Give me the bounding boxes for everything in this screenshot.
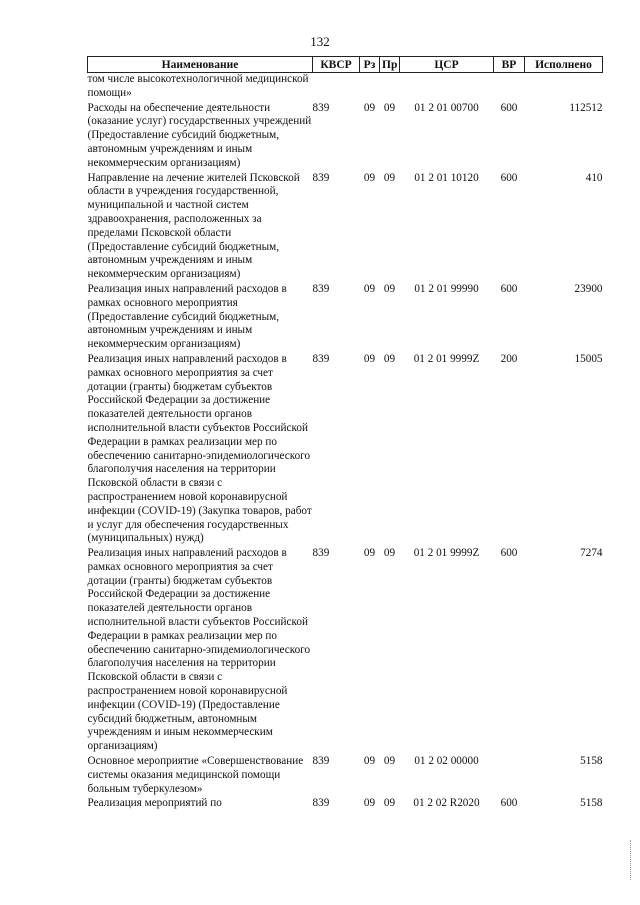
page-number: 132 (310, 34, 330, 49)
table-row (88, 353, 603, 547)
row-kvsr: 839 (312, 101, 330, 114)
row-vr: 600 (500, 282, 518, 295)
row-pr: 09 (383, 171, 396, 184)
header-pr: Пр (380, 57, 400, 73)
row-rz: 09 (363, 797, 376, 810)
row-amount (525, 73, 603, 102)
row-kvsr: 839 (312, 282, 330, 295)
row-pr: 09 (383, 797, 396, 810)
row-amount: 23900 (574, 282, 603, 295)
row-csr: 01 2 01 9999Z (413, 547, 480, 560)
row-vr: 600 (500, 797, 518, 810)
table-row (88, 172, 603, 283)
row-name: Основное мероприятие «Совершенствование системы оказания медицинской помощи больным туберкулезом» (87, 755, 304, 795)
row-rz: 09 (363, 352, 376, 365)
row-csr: 01 2 01 10120 (414, 171, 479, 184)
row-vr: 200 (500, 352, 518, 365)
table-row (88, 283, 603, 353)
row-csr (400, 73, 494, 102)
row-name: Расходы на обеспечение деятельности (оказание услуг) государственных учреждений (Предоставление субсидий бюджетным, автономным учреждениям и иным некоммерческим организациям) (87, 101, 312, 169)
row-kvsr: 839 (312, 171, 330, 184)
row-vr (494, 755, 525, 797)
row-pr: 09 (383, 352, 396, 365)
row-rz (360, 73, 380, 102)
row-amount: 5158 (580, 755, 603, 768)
row-kvsr: 839 (312, 352, 330, 365)
header-csr: ЦСР (400, 57, 494, 73)
row-csr: 01 2 02 00000 (414, 755, 479, 768)
scan-edge-mark (630, 840, 634, 880)
row-name: Направление на лечение жителей Псковской области в учреждения государственной, муниципальной и частной систем здравоохранения, расположенных за пределами Псковской области (Предоставление субсидий бюджетным, автономным учреждениям и иным некоммерческим организациям) (87, 171, 300, 281)
header-name: Наименование (88, 57, 313, 73)
budget-table (87, 56, 603, 812)
row-kvsr: 839 (312, 797, 330, 810)
row-amount: 7274 (580, 547, 603, 560)
row-pr: 09 (383, 101, 396, 114)
row-rz: 09 (363, 282, 376, 295)
row-vr: 600 (500, 547, 518, 560)
row-name: Реализация мероприятий по (87, 797, 222, 810)
table-row (88, 102, 603, 172)
row-pr: 09 (383, 755, 396, 768)
row-kvsr: 839 (312, 547, 330, 560)
table-header-row (88, 57, 603, 73)
row-csr: 01 2 01 00700 (414, 101, 479, 114)
row-name: Реализация иных направлений расходов в рамках основного мероприятия (Предоставление субсидий бюджетным, автономным учреждениям и иным некоммерческим организациям) (87, 282, 287, 351)
table-row (88, 797, 603, 812)
row-rz: 09 (363, 547, 376, 560)
row-amount: 112512 (569, 101, 603, 114)
row-pr: 09 (383, 282, 396, 295)
row-pr: 09 (383, 547, 396, 560)
header-rz: Рз (360, 57, 380, 73)
row-rz: 09 (363, 101, 376, 114)
row-csr: 01 2 01 99990 (414, 282, 479, 295)
row-rz: 09 (363, 171, 376, 184)
table-row (88, 73, 603, 102)
header-amount: Исполнено (525, 57, 603, 73)
table-row (88, 755, 603, 797)
row-kvsr (313, 73, 360, 102)
row-name: Реализация иных направлений расходов в рамках основного мероприятия за счет дотации (гранты) бюджетам субъектов Российской Федерации за достижение показателей деятельности органов исполнительной власти субъектов Российской Федерации в рамках реализации мер по обеспечению санитарно-эпидемиологического благополучия населения на территории Псковской области в связи с распространением новой коронавирусной инфекции (COVID-19) (Закупка товаров, работ и услуг для обеспечения государственных (муниципальных) нужд) (87, 352, 312, 545)
row-amount: 410 (585, 171, 603, 184)
row-name: том числе высокотехнологичной медицинской помощи» (87, 73, 309, 99)
row-pr (380, 73, 400, 102)
row-csr: 01 2 02 R2020 (413, 797, 480, 810)
row-vr: 600 (500, 171, 518, 184)
row-kvsr: 839 (312, 755, 330, 768)
row-csr: 01 2 01 9999Z (413, 352, 480, 365)
row-rz: 09 (363, 755, 376, 768)
row-vr (494, 73, 525, 102)
table-row (88, 547, 603, 755)
row-amount: 5158 (580, 797, 603, 810)
row-vr: 600 (500, 101, 518, 114)
row-name: Реализация иных направлений расходов в рамках основного мероприятия за счет дотации (гранты) бюджетам субъектов Российской Федерации за достижение показателей деятельности органов исполнительной власти субъектов Российской Федерации в рамках реализации мер по обеспечению санитарно-эпидемиологического благополучия населения на территории Псковской области в связи с распространением новой коронавирусной инфекции (COVID-19) (Предоставление субсидий бюджетным, автономным учреждениям и иным некоммерческим организациям) (87, 547, 311, 753)
header-vr: ВР (494, 57, 525, 73)
row-amount: 15005 (574, 352, 603, 365)
header-kvsr: КВСР (313, 57, 360, 73)
